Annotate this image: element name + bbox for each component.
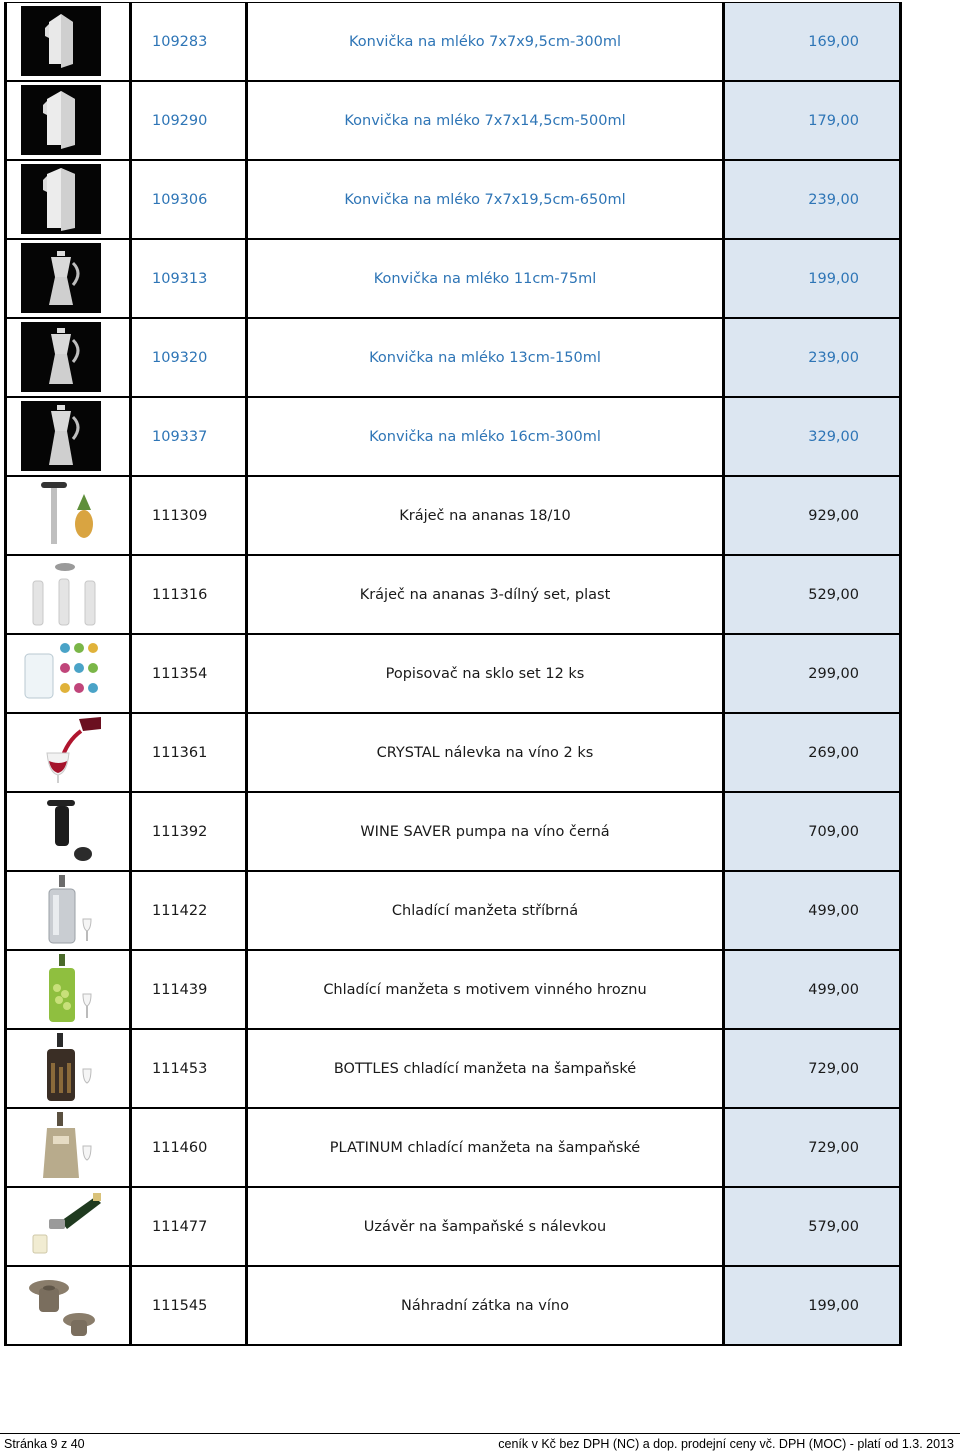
product-image-cell: [6, 555, 131, 634]
pineapple-slicer-set-icon: [21, 559, 101, 629]
product-price: 269,00: [724, 713, 901, 792]
product-name: Popisovač na sklo set 12 ks: [247, 634, 724, 713]
product-price: 499,00: [724, 950, 901, 1029]
grape-cooler-sleeve-icon: [21, 954, 101, 1024]
product-name: CRYSTAL nálevka na víno 2 ks: [247, 713, 724, 792]
product-code: 111361: [131, 713, 247, 792]
product-image-cell: [6, 634, 131, 713]
table-row: [6, 871, 901, 950]
price-table: [4, 2, 902, 1346]
product-code: 111477: [131, 1187, 247, 1266]
product-name: Konvička na mléko 7x7x19,5cm-650ml: [247, 160, 724, 239]
product-code: 109313: [131, 239, 247, 318]
product-code: 111309: [131, 476, 247, 555]
wine-saver-pump-icon: [21, 796, 101, 866]
product-name: Konvička na mléko 13cm-150ml: [247, 318, 724, 397]
table-row: [6, 476, 901, 555]
product-code: 111453: [131, 1029, 247, 1108]
silver-cooler-sleeve-icon: [21, 875, 101, 945]
product-name: WINE SAVER pumpa na víno černá: [247, 792, 724, 871]
product-image-cell: [6, 3, 131, 82]
product-image-cell: [6, 713, 131, 792]
table-row: [6, 160, 901, 239]
product-code: 109337: [131, 397, 247, 476]
product-image-cell: [6, 1266, 131, 1345]
table-row: [6, 239, 901, 318]
table-row: [6, 3, 901, 82]
page-number: Stránka 9 z 40: [4, 1437, 85, 1451]
product-image-cell: [6, 1029, 131, 1108]
product-name: Kráječ na ananas 18/10: [247, 476, 724, 555]
table-row: [6, 792, 901, 871]
table-row: [6, 81, 901, 160]
price-list: [4, 2, 859, 1346]
table-row: [6, 1029, 901, 1108]
product-image-cell: [6, 871, 131, 950]
moka-milk-jug-icon: [21, 243, 101, 313]
product-price: 299,00: [724, 634, 901, 713]
product-price: 199,00: [724, 1266, 901, 1345]
product-price: 729,00: [724, 1108, 901, 1187]
table-row: [6, 1187, 901, 1266]
product-name: Konvička na mléko 11cm-75ml: [247, 239, 724, 318]
product-price: 929,00: [724, 476, 901, 555]
product-image-cell: [6, 397, 131, 476]
product-price: 329,00: [724, 397, 901, 476]
price-note: ceník v Kč bez DPH (NC) a dop. prodejní ceny vč. DPH (MOC) - platí od 1.3. 2013: [498, 1437, 954, 1451]
milk-carton-jug-icon: [21, 85, 101, 155]
table-row: [6, 634, 901, 713]
product-code: 109290: [131, 81, 247, 160]
product-image-cell: [6, 318, 131, 397]
product-name: Konvička na mléko 16cm-300ml: [247, 397, 724, 476]
product-name: BOTTLES chladící manžeta na šampaňské: [247, 1029, 724, 1108]
product-image-cell: [6, 239, 131, 318]
product-price: 239,00: [724, 318, 901, 397]
table-row: [6, 555, 901, 634]
product-name: Konvička na mléko 7x7x9,5cm-300ml: [247, 3, 724, 82]
product-image-cell: [6, 792, 131, 871]
champagne-stopper-icon: [21, 1191, 101, 1261]
product-price: 169,00: [724, 3, 901, 82]
product-image-cell: [6, 950, 131, 1029]
product-name: Chladící manžeta stříbrná: [247, 871, 724, 950]
product-code: 111439: [131, 950, 247, 1029]
moka-milk-jug-icon: [21, 401, 101, 471]
champagne-cooler-sleeve-icon: [21, 1033, 101, 1103]
product-name: Uzávěr na šampaňské s nálevkou: [247, 1187, 724, 1266]
product-price: 529,00: [724, 555, 901, 634]
product-image-cell: [6, 1108, 131, 1187]
table-row: [6, 950, 901, 1029]
table-row: [6, 318, 901, 397]
product-code: 111460: [131, 1108, 247, 1187]
product-name: PLATINUM chladící manžeta na šampaňské: [247, 1108, 724, 1187]
product-image-cell: [6, 476, 131, 555]
product-price: 179,00: [724, 81, 901, 160]
footer-divider: [0, 1433, 960, 1434]
pineapple-slicer-icon: [21, 480, 101, 550]
milk-carton-jug-icon: [21, 164, 101, 234]
product-name: Kráječ na ananas 3-dílný set, plast: [247, 555, 724, 634]
table-row: [6, 713, 901, 792]
product-code: 111316: [131, 555, 247, 634]
product-code: 111354: [131, 634, 247, 713]
product-code: 109320: [131, 318, 247, 397]
table-row: [6, 397, 901, 476]
glass-markers-icon: [21, 638, 101, 708]
table-row: [6, 1266, 901, 1345]
product-image-cell: [6, 81, 131, 160]
moka-milk-jug-icon: [21, 322, 101, 392]
product-code: 111545: [131, 1266, 247, 1345]
product-image-cell: [6, 160, 131, 239]
product-code: 111422: [131, 871, 247, 950]
product-price: 729,00: [724, 1029, 901, 1108]
wine-stopper-icon: [21, 1270, 101, 1340]
product-code: 109283: [131, 3, 247, 82]
product-code: 109306: [131, 160, 247, 239]
product-image-cell: [6, 1187, 131, 1266]
product-code: 111392: [131, 792, 247, 871]
product-price: 199,00: [724, 239, 901, 318]
milk-carton-jug-icon: [21, 6, 101, 76]
wine-pourer-icon: [21, 717, 101, 787]
table-row: [6, 1108, 901, 1187]
product-price: 709,00: [724, 792, 901, 871]
product-name: Chladící manžeta s motivem vinného hroznu: [247, 950, 724, 1029]
platinum-cooler-sleeve-icon: [21, 1112, 101, 1182]
product-name: Konvička na mléko 7x7x14,5cm-500ml: [247, 81, 724, 160]
product-price: 499,00: [724, 871, 901, 950]
product-price: 579,00: [724, 1187, 901, 1266]
product-name: Náhradní zátka na víno: [247, 1266, 724, 1345]
product-price: 239,00: [724, 160, 901, 239]
